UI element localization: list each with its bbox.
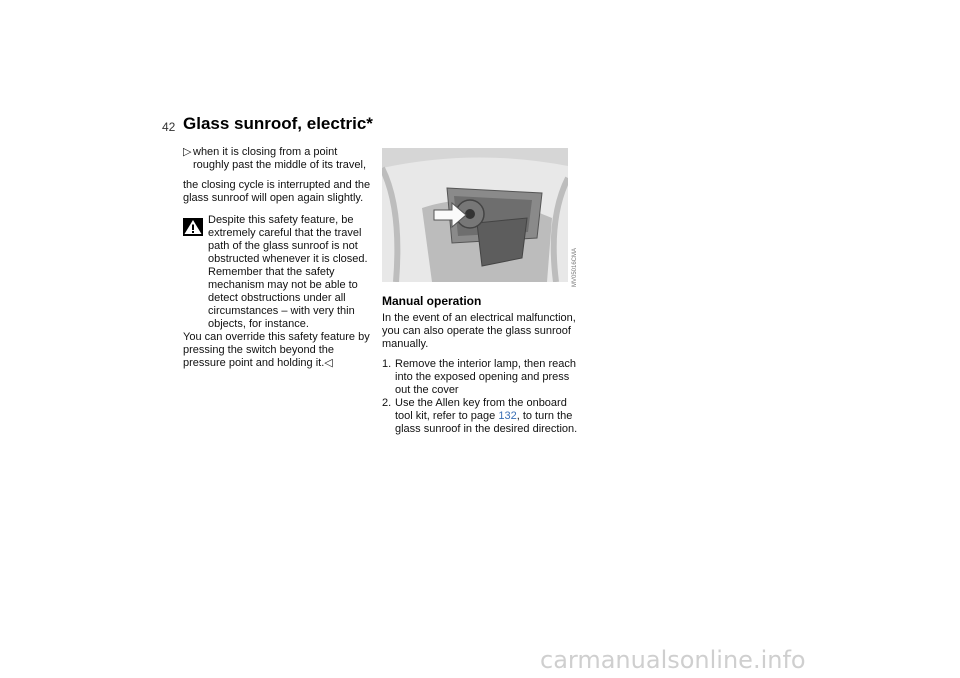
step-number: 1. bbox=[382, 358, 392, 370]
warning-override-text bbox=[183, 331, 375, 370]
sunroof-illustration bbox=[382, 148, 568, 282]
warning-triangle-icon bbox=[183, 218, 203, 236]
manual-operation-intro: In the event of an electrical malfunction, you can also operate the glass sunroof manually. bbox=[382, 312, 576, 350]
step-text: Remove the interior lamp, then reach into the exposed opening and press out the cover bbox=[395, 358, 576, 396]
end-mark-icon: ◁ bbox=[324, 357, 333, 369]
watermark: carmanualsonline.info bbox=[540, 646, 806, 674]
override-text: You can override this safety feature by pressing the switch beyond the pressure point and holding it. bbox=[183, 331, 370, 369]
page-link[interactable]: 132 bbox=[498, 410, 517, 422]
left-column bbox=[183, 146, 375, 370]
page-number: 42 bbox=[162, 120, 176, 134]
warning-text-line2-start bbox=[183, 227, 375, 331]
step-text-after: , to turn the glass sunroof in the desired direction. bbox=[395, 410, 578, 435]
sunroof-figure bbox=[382, 148, 568, 282]
list-item bbox=[382, 397, 578, 436]
warning-block bbox=[183, 214, 375, 370]
step-text-before: Use the Allen key from the onboard tool kit, refer to page bbox=[395, 397, 567, 422]
closing-cycle-paragraph: the closing cycle is interrupted and the glass sunroof will open again slightly. bbox=[183, 179, 371, 204]
figure-code: MV05016CMA bbox=[572, 247, 578, 287]
warning-text-line1: Despite this safety feature, be bbox=[208, 214, 354, 226]
steps-list bbox=[382, 358, 578, 436]
bullet-text: when it is closing from a point roughly past the middle of its travel, bbox=[193, 146, 367, 171]
list-item bbox=[382, 358, 578, 397]
bullet-item bbox=[183, 146, 375, 172]
step-text bbox=[395, 397, 578, 436]
manual-operation-heading: Manual operation bbox=[382, 294, 482, 308]
page-title: Glass sunroof, electric* bbox=[183, 114, 373, 133]
right-column bbox=[382, 295, 578, 436]
warning-text: extremely careful that the travel path of the glass sunroof is not obstructed whenever it is closed. Remember that the safety mechanism may not be able to detect obstructions under all circumstances – with very thin objects, for instance. bbox=[208, 227, 368, 330]
step-number: 2. bbox=[382, 397, 392, 409]
bullet-arrow-icon: ▷ bbox=[183, 146, 192, 158]
